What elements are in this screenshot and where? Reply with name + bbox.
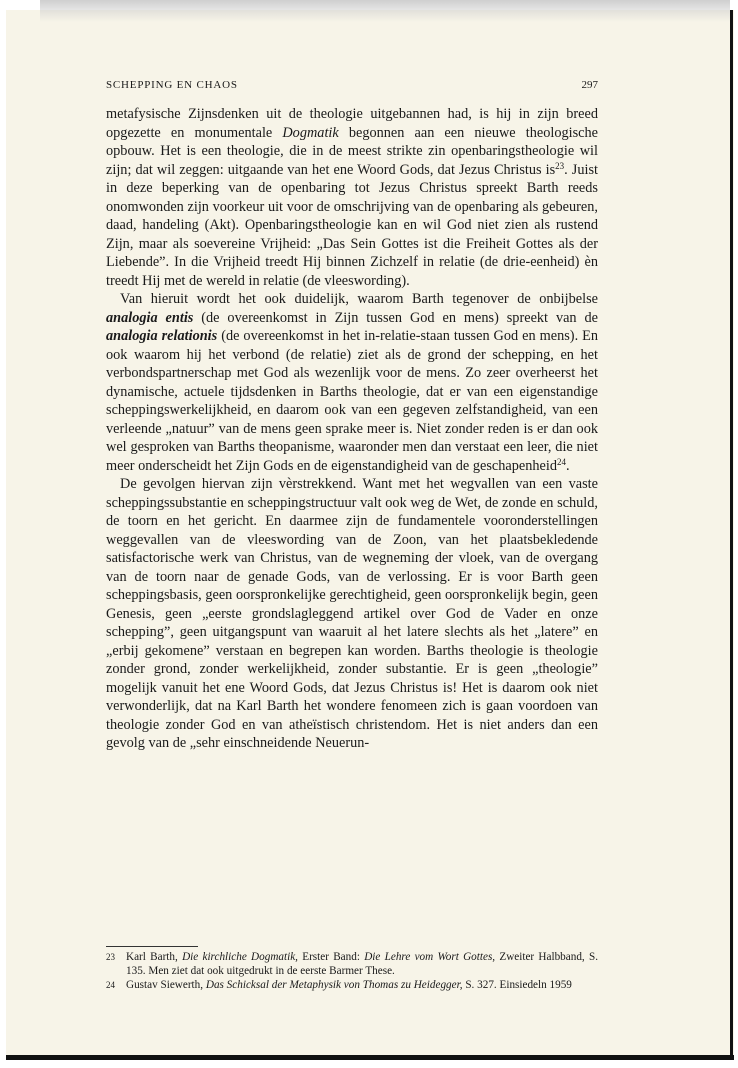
body-text <box>106 105 598 753</box>
emphasis-italic: Dogmatik <box>282 124 339 141</box>
text-run: Zweiter Halbband, S. 135. Men ziet dat ook uitgedrukt in de eerste Barmer These. <box>126 951 598 977</box>
text-run: begonnen aan een nieuwe theologische opbouw. Het is een theologie, die in de meest strikte zin openbaringstheologie wil zijn; dat wil zeggen: uitgaande van het ene Woord Gods, dat Jezus Christus is <box>106 124 598 178</box>
text-run: De gevolgen hiervan zijn vèrstrekkend. Want met het wegvallen van een vaste scheppingssubstantie en scheppingstructuur valt ook weg de Wet, de zonde en schuld, de toorn en het gericht. En daarmee zijn de fundamentele vooronderstellingen weggevallen van de vleeswording van de Zoon, van het plaatsbekledende satisfactorische werk van Christus, van de wegneming der vloek, van de overgang van de toorn naar de genade Gods, van de verlossing. Er is voor Barth geen scheppingsbasis, geen oorspronkelijke gerechtigheid, geen oorspronkelijk begin, geen Genesis, geen „eerste grondslagleggend artikel over God de Vader en onze schepping”, geen uitgangspunt van waaruit al het latere slechts als het „latere” en „erbij gekomene” verstaan en begrepen kan worden. Barths theologie is theologie zonder grond, zonder werkelijkheid, zonder substantie. Er is geen „theologie” mogelijk vanuit het ene Woord Gods, dat Jezus Christus is! Het is daarom ook niet verwonderlijk, dat na Karl Barth het wondere fenomeen zich is gaan voordoen van theologie zonder God en van atheïstisch christendom. Het is niet anders dan een gevolg van de „sehr einschneidende Neuerun- <box>106 476 598 751</box>
footnote-number: 23 <box>106 952 115 962</box>
text-run: Karl Barth, <box>126 951 183 963</box>
footnotes <box>106 951 598 994</box>
footnote-ref: 24 <box>557 456 566 467</box>
footnote-23 <box>106 951 598 978</box>
footnote-number: 24 <box>106 980 115 990</box>
text-run: Erster Band: <box>297 951 365 963</box>
paragraph-3 <box>106 475 598 753</box>
paragraph-1 <box>106 105 598 290</box>
text-run: metafysische Zijnsdenken uit de theologie uitgebannen had, is hij in zijn breed opgezette en monumentale <box>106 106 598 141</box>
emphasis-italic: Die kirchliche Dogmatik, <box>182 951 298 963</box>
footnote-text <box>126 979 572 991</box>
paragraph-2 <box>106 290 598 475</box>
text-run: Van hieruit wordt het ook duidelijk, waarom Barth tegenover de onbijbelse <box>120 291 598 307</box>
emphasis-bold-italic: analogia relationis <box>106 328 218 344</box>
text-run: . <box>566 457 570 474</box>
footnote-rule <box>106 946 198 947</box>
footnote-24 <box>106 979 598 993</box>
text-run: S. 327. Einsiedeln 1959 <box>462 979 572 991</box>
emphasis-bold-italic: analogia entis <box>106 309 194 326</box>
emphasis-italic: Das Schicksal der Metaphysik von Thomas zu Heidegger, <box>205 979 463 991</box>
scan-edge-bottom <box>6 1055 734 1060</box>
footnote-text <box>126 951 598 977</box>
page-number: 297 <box>581 79 598 91</box>
footnote-ref: 23 <box>555 160 565 171</box>
text-run: (de overeenkomst in het in-relatie-staan tussen God en mens). En ook waarom hij het verbond (de relatie) ziet als de grond der schepping, en het verbondspartnerschap met God als wezenlijk voor de mens. Zo zeer overheerst het dynamische, actuele tijdsdenken in Barths theologie, dat er van een eigenstandige scheppingswerkelijkheid, en daarom ook van een gegeven zelfstandigheid, van een verleende „natuur” van de mens geen sprake meer is. Niet zonder reden is er dan ook wel gesproken van Barths theopanisme, waaronder men dan verstaat een leer, die niet meer onderscheidt het Zijn Gods en de eigenstandigheid van de geschapenheid <box>106 328 598 474</box>
text-run: Gustav Siewerth, <box>126 979 206 991</box>
running-head-title: SCHEPPING EN CHAOS <box>106 79 238 91</box>
text-run: (de overeenkomst in Zijn tussen God en mens) spreekt van de <box>193 309 598 326</box>
scan-edge-right <box>730 10 733 1060</box>
emphasis-italic: Die Lehre vom Wort Gottes, <box>364 951 496 963</box>
scan-shadow-top <box>40 0 730 22</box>
text-run: . Juist in deze beperking van de openbaring tot Jezus Christus spreekt Barth reeds onomwonden zijn voorkeur uit voor de omschrijving van de openbaring als gebeuren, daad, handeling (Akt). Openbaringstheologie kan en wil God niet zien als rustend Zijn, maar als soevereine Vrijheid: „Das Sein Gottes ist die Freiheit Gottes als der Liebende”. In die Vrijheid treedt Hij binnen Zichzelf in relatie (de drie-eenheid) èn treedt Hij met de wereld in relatie (de vleeswording). <box>106 161 598 289</box>
